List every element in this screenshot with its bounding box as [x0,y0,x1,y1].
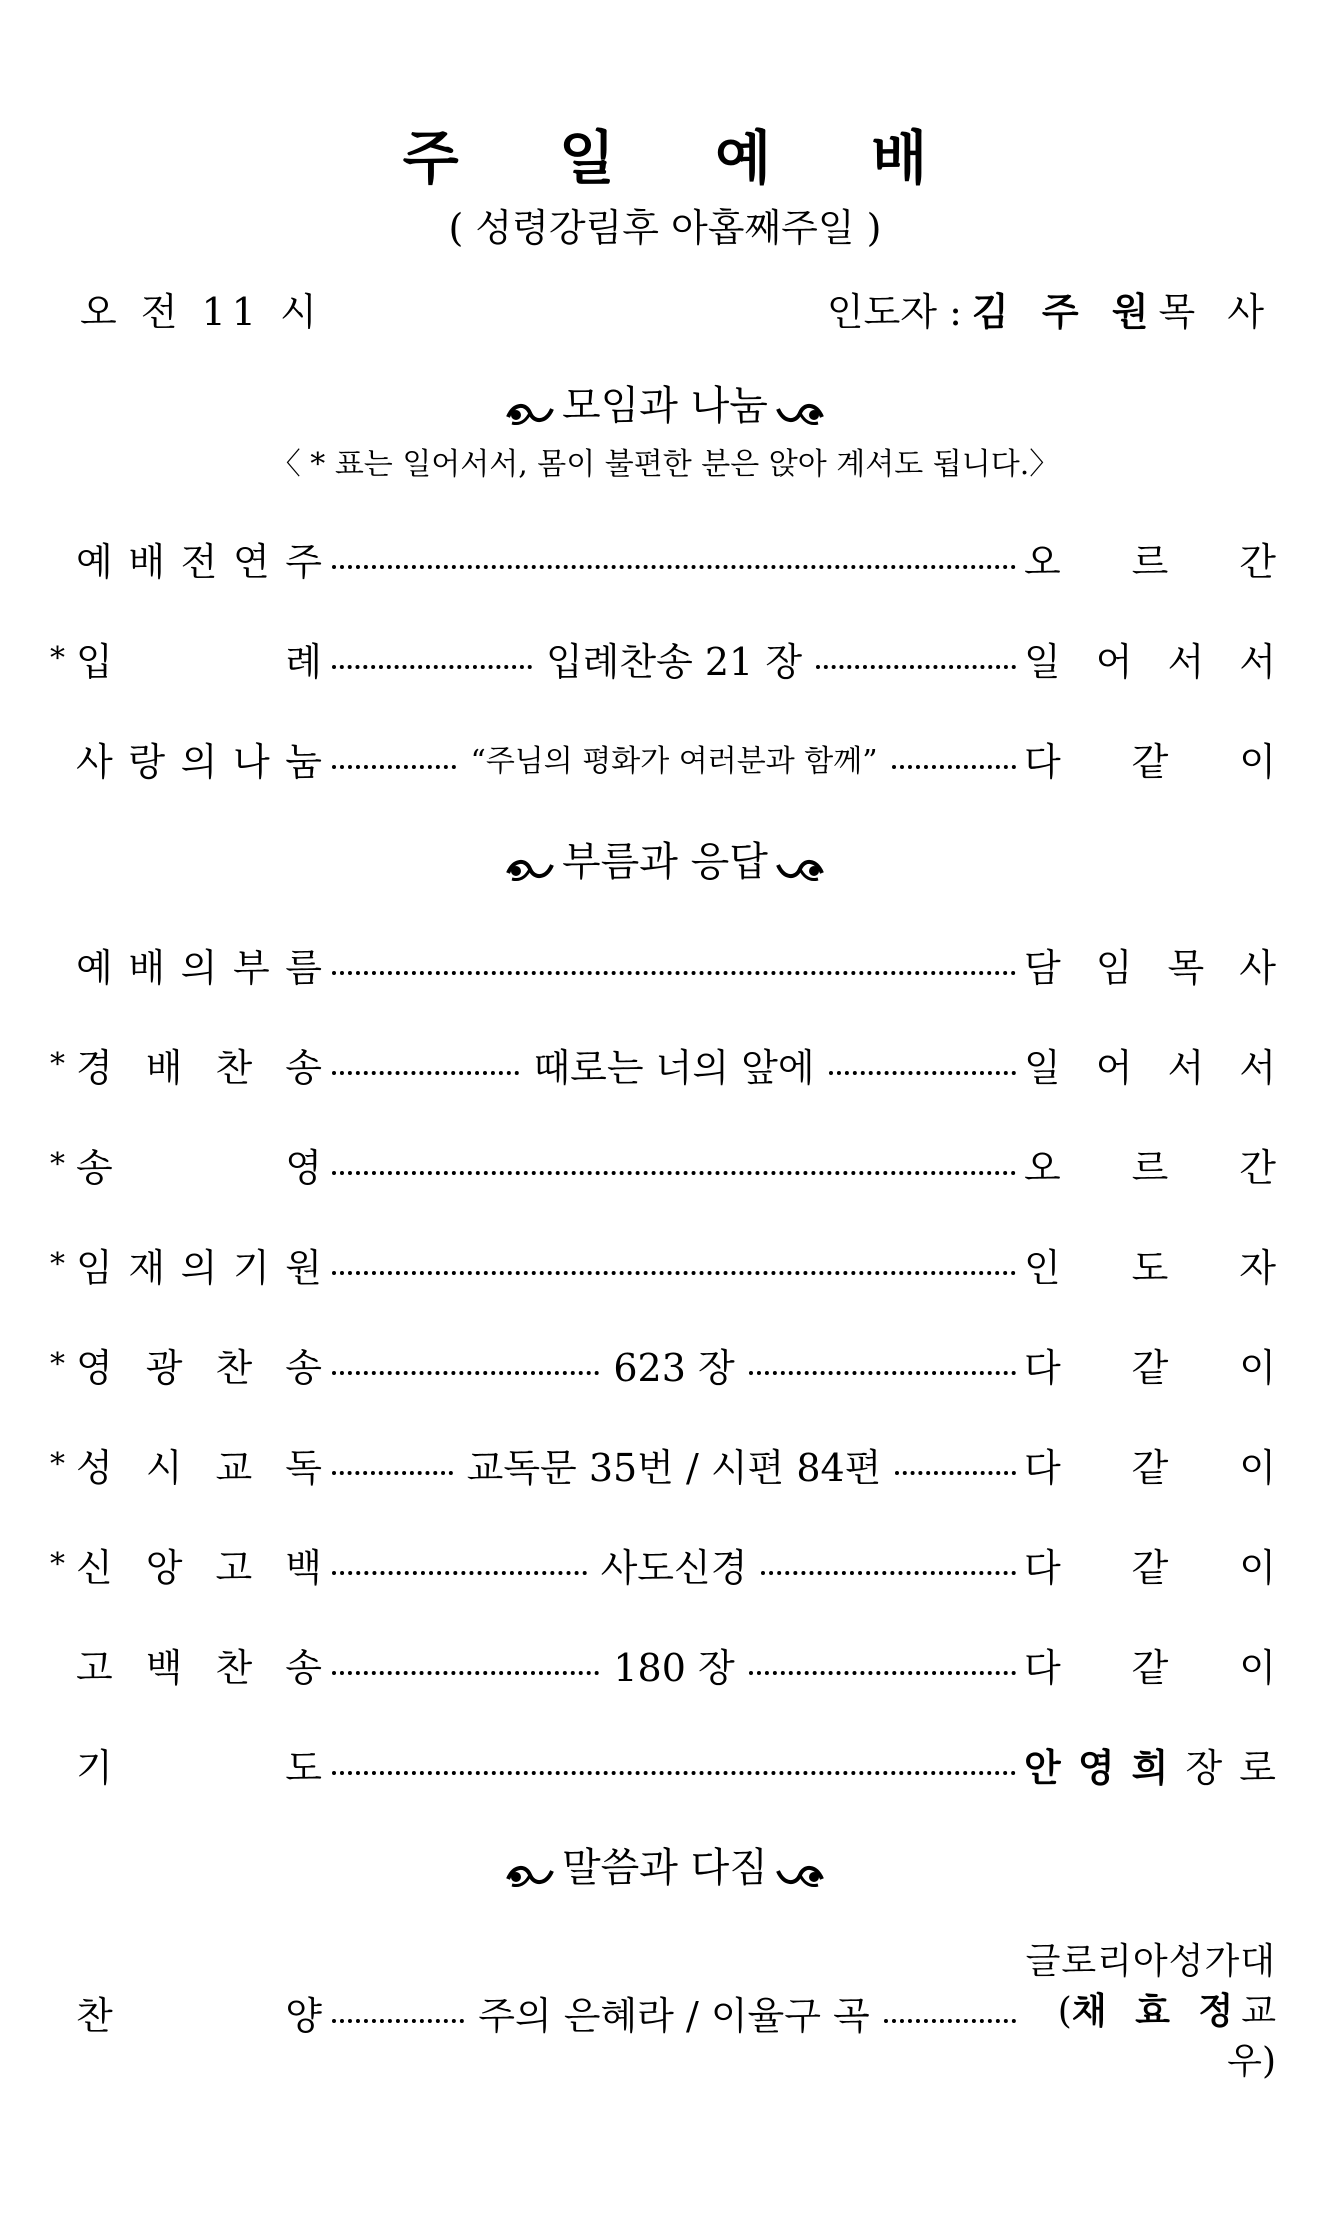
ornament-left-icon [504,388,556,424]
item-label: 경 배 찬 송 [76,1045,322,1090]
item-responsible: 일 어 서 서 [1024,1045,1276,1090]
ornament-right-icon [774,844,826,880]
item-label: 예 배 의 부 름 [76,945,322,990]
item-responsible: 다 같 이 [1024,1345,1276,1390]
item-responsible [1024,1937,1276,2087]
leader-label: 인도자 : [826,289,962,334]
item-content: 때로는 너의 앞에 [533,1045,815,1090]
ornament-right-icon [774,388,826,424]
item-label: 송 영 [76,1145,322,1190]
dotted-leader [332,1732,1016,1796]
page-title: 주 일 예 배 [402,124,968,192]
dotted-leader [332,1032,1016,1096]
service-leader [827,281,1274,336]
conductor: (채 효 정교우) [1057,1991,1276,2082]
standing-mark: * [50,1346,65,1382]
page-subtitle: ( 성령강림후 아홉째주일 ) [448,206,882,250]
standing-mark: * [50,640,65,676]
section-heading-word-commitment [0,1838,1330,1898]
item-label: 사 랑 의 나 눔 [76,739,322,784]
leader-title: 목 사 [1158,289,1274,334]
order-item-prelude [50,526,1276,590]
standing-note: 〈 * 표는 일어서서, 몸이 불편한 분은 앉아 계셔도 됩니다.〉 [270,447,1060,482]
item-label: 성 시 교 독 [76,1445,322,1490]
order-item-sharing-love [50,726,1276,790]
dotted-leader [332,1132,1016,1196]
item-content: 입례찬송 21 장 [545,639,803,684]
section-title: 모임과 나눔 [562,383,768,429]
leader-name: 김 주 원 [971,289,1159,334]
item-content: “주님의 평화가 여러분과 함께” [470,744,878,779]
item-responsible: 담 임 목 사 [1024,945,1276,990]
choir-name: 글로리아성가대 [1025,1941,1276,1982]
ornament-left-icon [504,844,556,880]
ornament-left-icon [504,1850,556,1886]
item-content: 180 장 [613,1645,735,1690]
item-content: 교독문 35번 / 시편 84편 [466,1445,882,1490]
item-responsible: 다 같 이 [1024,1545,1276,1590]
dotted-leader [332,1232,1016,1296]
service-time: 오 전 11 시 [80,289,323,334]
item-label: 신 앙 고 백 [76,1545,322,1590]
order-item-hymn-of-praise [50,1032,1276,1096]
item-label: 고 백 찬 송 [76,1645,322,1690]
dotted-leader [332,932,1016,996]
standing-mark: * [50,1046,65,1082]
standing-mark: * [50,1246,65,1282]
dotted-leader [332,1632,1016,1696]
item-responsible: 오 르 간 [1024,1145,1276,1190]
ornament-right-icon [774,1850,826,1886]
order-item-hymn-of-glory [50,1332,1276,1396]
item-responsible: 오 르 간 [1024,539,1276,584]
dotted-leader [332,726,1016,790]
standing-mark: * [50,1546,65,1582]
dotted-leader [332,1980,1016,2044]
dotted-leader [332,1532,1016,1596]
item-content: 사도신경 [600,1545,748,1590]
standing-mark: * [50,1146,65,1182]
item-label: 임 재 의 기 원 [76,1245,322,1290]
item-responsible: 인 도 자 [1024,1245,1276,1290]
order-item-creed [50,1532,1276,1596]
item-responsible: 일 어 서 서 [1024,639,1276,684]
item-label: 영 광 찬 송 [76,1345,322,1390]
item-label: 찬 양 [76,1993,322,2038]
order-item-prayer [50,1732,1276,1796]
service-info [80,278,1274,338]
item-responsible: 다 같 이 [1024,1445,1276,1490]
standing-mark: * [50,1446,65,1482]
item-content: 주의 은혜라 / 이율구 곡 [478,1993,870,2038]
item-responsible: 다 같 이 [1024,1645,1276,1690]
item-responsible: 안 영 희 장 로 [1024,1745,1276,1790]
order-item-doxology [50,1132,1276,1196]
item-responsible: 다 같 이 [1024,739,1276,784]
order-item-responsive-reading [50,1432,1276,1496]
dotted-leader [332,1332,1016,1396]
section-heading-gathering [0,376,1330,436]
item-label: 기 도 [76,1745,322,1790]
section-title: 말씀과 다짐 [562,1845,768,1891]
order-item-hymn-of-confession [50,1632,1276,1696]
section-heading-call-response [0,832,1330,892]
order-item-anthem [50,1941,1276,2082]
order-item-call-to-worship [50,932,1276,996]
order-item-entrance [50,626,1276,690]
item-label: 입 례 [76,639,322,684]
dotted-leader [332,626,1016,690]
dotted-leader [332,1432,1016,1496]
section-title: 부름과 응답 [562,839,768,885]
item-content: 623 장 [613,1345,735,1390]
dotted-leader [332,526,1016,590]
item-label: 예 배 전 연 주 [76,539,322,584]
order-item-invocation [50,1232,1276,1296]
